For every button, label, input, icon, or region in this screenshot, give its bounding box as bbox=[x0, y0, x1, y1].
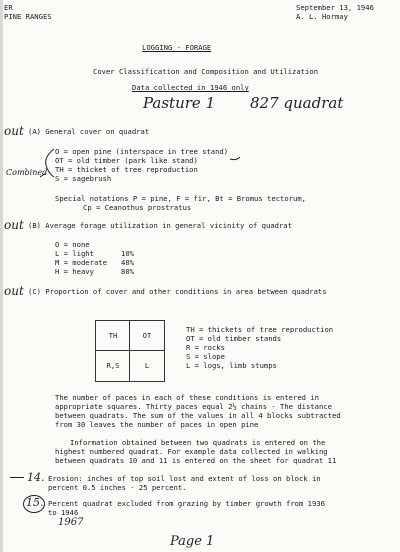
legend-item: L = logs, limb stumps bbox=[186, 361, 277, 370]
item-14-line: Erosion: inches of top soil lost and extent of loss on block in bbox=[48, 474, 321, 483]
header-left-title: PINE RANGES bbox=[4, 12, 52, 21]
paragraph-line: between quadrats. The sum of the values in all 4 blocks subtracted bbox=[55, 411, 341, 420]
utilization-item: L = light bbox=[55, 249, 94, 258]
section-b-heading: (B) Average forage utilization in general vicinity of quadrat bbox=[28, 221, 292, 230]
header-author: A. L. Hormay bbox=[296, 12, 348, 21]
item-15-number: 15. bbox=[26, 496, 44, 509]
item-15-line: to 1946 bbox=[48, 508, 79, 517]
item-15-line: Percent quadrat excluded from grazing by timber growth from 1936 bbox=[48, 499, 325, 508]
section-b-margin-note: out bbox=[4, 218, 24, 232]
utilization-pct: 40% bbox=[121, 258, 134, 267]
paragraph-line: appropriate squares. Thirty paces equal 2½ chains - The distance bbox=[55, 402, 332, 411]
grid-cell: L bbox=[144, 362, 150, 370]
handwritten-pasture: Pasture 1 bbox=[143, 94, 216, 112]
grid-divider bbox=[129, 321, 130, 381]
legend-item: OT = old timber stands bbox=[186, 334, 282, 343]
paragraph-line: between quadrats 10 and 11 is entered on the sheet for quadrat 11 bbox=[55, 456, 337, 465]
grid-cell: R,S bbox=[106, 362, 120, 370]
paragraph-line: from 30 leaves the number of paces in open pine bbox=[55, 420, 259, 429]
grid-cell: OT bbox=[142, 332, 152, 340]
utilization-item: O = none bbox=[55, 240, 90, 249]
paragraph-line: Information obtained between two quadrats is entered on the bbox=[70, 438, 326, 447]
combined-bracket-mark bbox=[40, 143, 260, 183]
cover-grid bbox=[95, 320, 165, 382]
legend-item: R = rocks bbox=[186, 343, 225, 352]
section-c-margin-note: out bbox=[4, 284, 24, 298]
header-date: September 13, 1946 bbox=[296, 3, 374, 12]
special-notations-line2: Cp = Ceanothus prostratus bbox=[83, 203, 192, 212]
header-left-code: ER bbox=[4, 3, 13, 12]
combined-note: Combined bbox=[6, 168, 48, 177]
handwritten-year: 1967 bbox=[58, 517, 84, 528]
item-14-number: 14. bbox=[27, 471, 45, 484]
special-notations-line1: Special notations P = pine, F = fir, Bt = Bromus tectorum, bbox=[55, 194, 306, 203]
legend-item: S = slope bbox=[186, 352, 225, 361]
utilization-item: M = moderate bbox=[55, 258, 107, 267]
section-a-heading: (A) General cover on quadrat bbox=[28, 127, 150, 136]
utilization-item: H = heavy bbox=[55, 267, 94, 276]
grid-cell: TH bbox=[108, 332, 118, 340]
utilization-pct: 80% bbox=[121, 267, 134, 276]
item-14-line: percent 0.5 inches - 25 percent. bbox=[48, 483, 187, 492]
item-14-dash bbox=[10, 477, 24, 478]
handwritten-quadrat: 827 quadrat bbox=[250, 94, 344, 112]
cover-item: OT = old timber (park like stand) bbox=[55, 156, 198, 165]
cover-item: TH = thicket of tree reproduction bbox=[55, 165, 198, 174]
data-note: Data collected in 1946 only bbox=[132, 83, 249, 92]
page-subtitle: Cover Classification and Composition and Utilization bbox=[93, 67, 319, 76]
paragraph-line: The number of paces in each of these conditions is entered in bbox=[55, 393, 319, 402]
page-title: LOGGING - FORAGE bbox=[142, 43, 212, 52]
scan-edge bbox=[0, 0, 3, 552]
section-a-margin-note: out bbox=[4, 124, 24, 138]
section-c-heading: (C) Proportion of cover and other conditions in area between quadrats bbox=[28, 287, 327, 296]
legend-item: TH = thickets of tree reproduction bbox=[186, 325, 334, 334]
utilization-pct: 10% bbox=[121, 249, 134, 258]
grid-divider bbox=[96, 350, 164, 351]
cover-item: S = sagebrush bbox=[55, 174, 112, 183]
handwritten-page-number: Page 1 bbox=[170, 534, 215, 549]
paragraph-line: highest numbered quadrat. For example data collected in walking bbox=[55, 447, 328, 456]
cover-item: O = open pine (interspace in tree stand) bbox=[55, 147, 229, 156]
